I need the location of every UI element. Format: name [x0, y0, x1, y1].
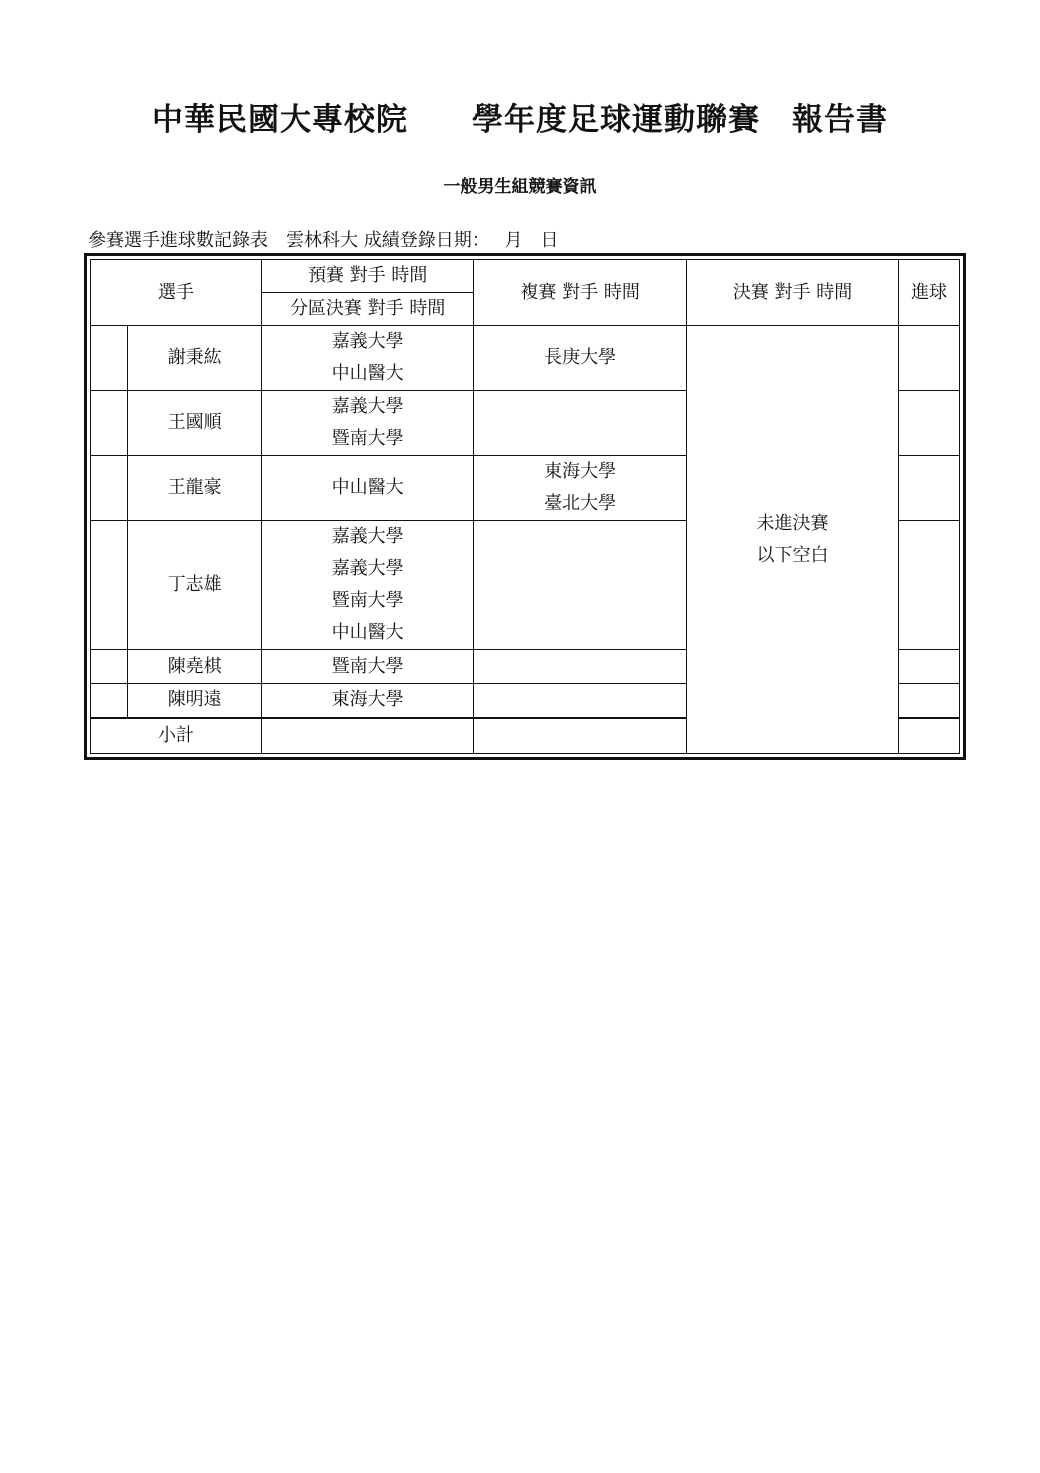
player-name: 王龍豪	[128, 456, 262, 521]
opponent: 東海大學	[331, 689, 404, 711]
prelim-opponents	[261, 684, 473, 718]
header-prelim: 預賽 對手 時間	[262, 260, 473, 293]
opponent: 東海大學	[544, 461, 617, 482]
player-name: 丁志雄	[128, 521, 262, 650]
table-row	[91, 326, 960, 391]
opponent: 長庚大學	[544, 347, 617, 368]
opponent: 嘉義大學	[331, 526, 404, 547]
row-index-cell	[91, 684, 128, 718]
prelim-opponents	[261, 326, 473, 391]
prelim-opponents	[261, 650, 473, 684]
subtotal-prelim	[261, 718, 473, 754]
row-index-cell	[91, 521, 128, 650]
header-division-final: 分區決賽 對手 時間	[289, 298, 446, 319]
page-subtitle: 一般男生組競賽資訊	[443, 177, 597, 197]
subtotal-goals	[899, 718, 960, 754]
semifinal-opponents	[474, 521, 686, 650]
row-index-cell	[91, 326, 128, 391]
opponent: 中山醫大	[331, 622, 404, 643]
opponent: 臺北大學	[544, 493, 617, 514]
prelim-opponents	[261, 456, 473, 521]
subtotal-label: 小計	[91, 718, 262, 754]
goals-cell	[899, 326, 960, 391]
opponent: 暨南大學	[331, 428, 404, 449]
goal-record-table	[84, 253, 966, 760]
semifinal-opponents	[474, 326, 686, 391]
goals-cell	[899, 456, 960, 521]
row-index-cell	[91, 391, 128, 456]
player-name: 陳明遠	[128, 684, 262, 718]
player-name: 王國順	[128, 391, 262, 456]
player-name: 謝秉紘	[128, 326, 262, 391]
header-prelim-group	[261, 260, 473, 326]
opponent: 暨南大學	[331, 590, 404, 611]
goals-cell	[899, 684, 960, 718]
opponent: 暨南大學	[331, 655, 404, 677]
header-goals: 進球	[899, 260, 960, 326]
semifinal-opponents	[474, 650, 686, 684]
final-note-line: 以下空白	[756, 544, 829, 566]
header-player: 選手	[91, 260, 262, 326]
prelim-opponents	[261, 391, 473, 456]
final-note-cell	[686, 326, 898, 754]
goals-cell	[899, 391, 960, 456]
opponent: 中山醫大	[331, 477, 404, 498]
final-note-line: 未進決賽	[756, 512, 829, 534]
opponent: 嘉義大學	[331, 558, 404, 579]
semifinal-opponents	[474, 684, 686, 718]
header-semifinal: 複賽 對手 時間	[474, 260, 686, 326]
prelim-opponents	[261, 521, 473, 650]
table-caption: 參賽選手進球數記錄表 雲林科大 成績登錄日期： 月 日	[88, 230, 559, 251]
row-index-cell	[91, 650, 128, 684]
player-name: 陳堯棋	[128, 650, 262, 684]
semifinal-opponents	[474, 456, 686, 521]
header-row	[91, 260, 960, 326]
opponent: 中山醫大	[331, 363, 404, 384]
page-title: 中華民國大專校院 學年度足球運動聯賽 報告書	[152, 102, 888, 138]
opponent: 嘉義大學	[331, 396, 404, 417]
goals-cell	[899, 650, 960, 684]
subtotal-semifinal	[474, 718, 686, 754]
opponent: 嘉義大學	[331, 331, 404, 352]
semifinal-opponents	[474, 391, 686, 456]
goals-cell	[899, 521, 960, 650]
header-final: 決賽 對手 時間	[686, 260, 898, 326]
row-index-cell	[91, 456, 128, 521]
